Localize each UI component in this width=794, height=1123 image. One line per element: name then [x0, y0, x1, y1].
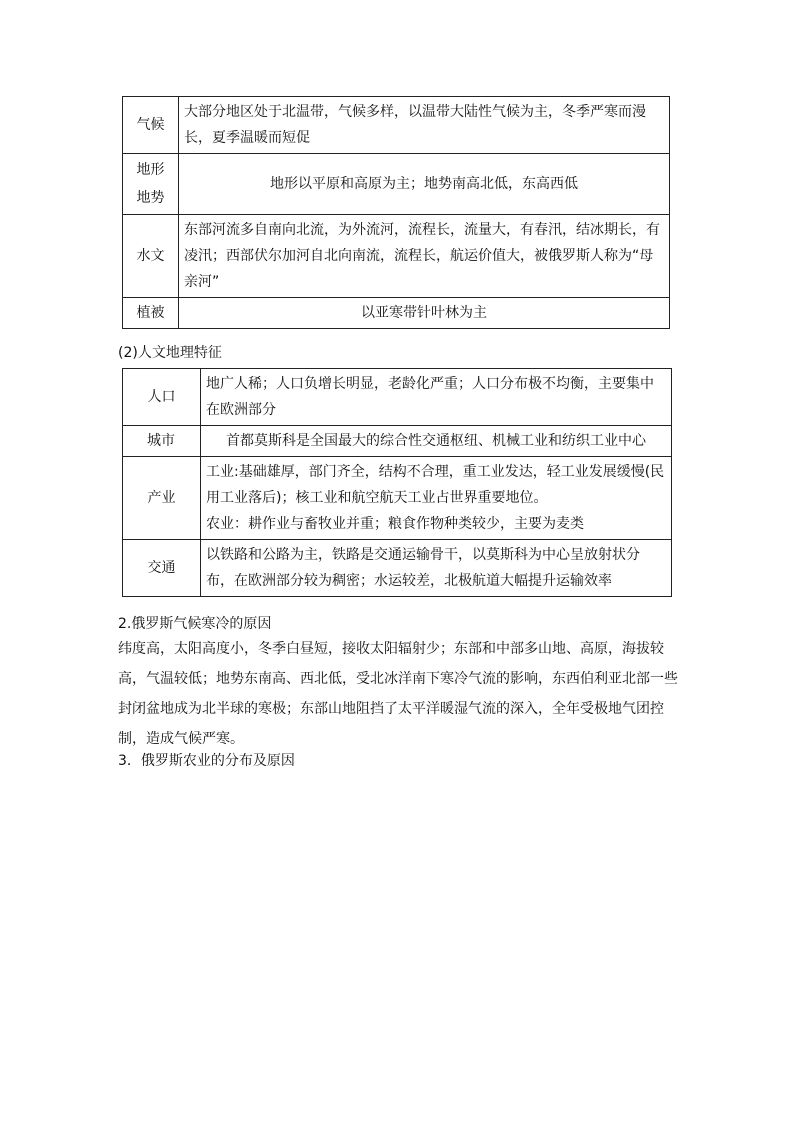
agriculture-text: 农业：耕作业与畜牧业并重；粮食作物种类较少，主要为麦类	[206, 516, 584, 532]
row-key-vegetation: 植被	[123, 298, 179, 329]
subsection-heading: (2)人文地理特征	[118, 345, 222, 361]
section-body-climate-reasons: 纬度高，太阳高度小，冬季白昼短，接收太阳辐射少；东部和中部多山地、高原，海拔较高，气温较低；地势东南高、西北低，受北冰洋南下寒冷气流的影响，东西伯利亚北部一些封闭盆地成为北半球的寒极；东部山地阻挡了太平洋暖湿气流的深入，全年受极地气团控制，造成气候严寒。	[118, 641, 678, 747]
table-row	[123, 369, 672, 426]
row-key-terrain	[123, 154, 179, 215]
row-value-industry	[201, 457, 672, 540]
section-title-climate-reasons: 2.俄罗斯气候寒冷的原因	[118, 616, 272, 632]
table-row	[123, 215, 670, 298]
physical-geography-table	[122, 96, 670, 329]
table-row	[123, 426, 672, 457]
table-row	[123, 298, 670, 329]
row-key-hydrology: 水文	[123, 215, 179, 298]
row-value-hydrology: 东部河流多自南向北流，为外流河，流程长，流量大，有春汛，结冰期长，有凌汛；西部伏尔加河自北向南流，流程长，航运价值大，被俄罗斯人称为“母亲河”	[179, 215, 670, 298]
table-row	[123, 97, 670, 154]
row-key-transport: 交通	[123, 540, 201, 597]
industry-text: 工业:基础雄厚，部门齐全，结构不合理，重工业发达，轻工业发展缓慢(民用工业落后)；核工业和航空航天工业占世界重要地位。	[206, 464, 665, 506]
table-row	[123, 154, 670, 215]
row-value-terrain: 地形以平原和高原为主；地势南高北低，东高西低	[179, 154, 670, 215]
row-value-city: 首都莫斯科是全国最大的综合性交通枢纽、机械工业和纺织工业中心	[201, 426, 672, 457]
section-title-agriculture: 3．俄罗斯农业的分布及原因	[118, 753, 295, 769]
row-value-transport: 以铁路和公路为主，铁路是交通运输骨干，以莫斯科为中心呈放射状分布，在欧洲部分较为稠密；水运较差，北极航道大幅提升运输效率	[201, 540, 672, 597]
row-key-terrain-text: 地形地势	[136, 162, 165, 206]
human-geography-table	[122, 368, 672, 597]
table-row	[123, 540, 672, 597]
row-key-industry: 产业	[123, 457, 201, 540]
row-key-population: 人口	[123, 369, 201, 426]
row-key-city: 城市	[123, 426, 201, 457]
row-value-vegetation: 以亚寒带针叶林为主	[179, 298, 670, 329]
row-value-population: 地广人稀；人口负增长明显，老龄化严重；人口分布极不均衡，主要集中在欧洲部分	[201, 369, 672, 426]
row-value-climate: 大部分地区处于北温带，气候多样，以温带大陆性气候为主，冬季严寒而漫长，夏季温暖而短促	[179, 97, 670, 154]
table-row	[123, 457, 672, 540]
row-key-climate: 气候	[123, 97, 179, 154]
